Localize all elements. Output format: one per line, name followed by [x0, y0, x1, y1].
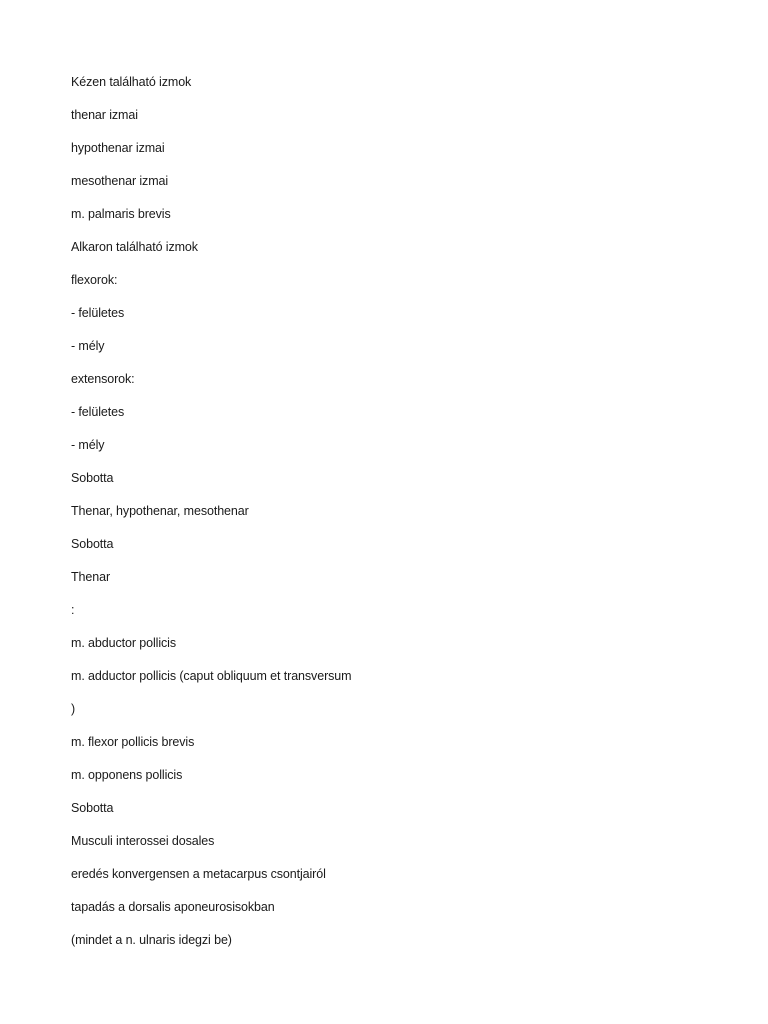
- text-line: Alkaron található izmok: [71, 240, 198, 254]
- text-line: Sobotta: [71, 801, 114, 815]
- text-line: Sobotta: [71, 537, 114, 551]
- text-line: Sobotta: [71, 471, 114, 485]
- text-line: Musculi interossei dosales: [71, 834, 215, 848]
- text-line: - mély: [71, 339, 105, 353]
- text-line: m. abductor pollicis: [71, 636, 176, 650]
- text-line: - felületes: [71, 306, 125, 320]
- text-line: m. adductor pollicis (caput obliquum et transversum: [71, 669, 352, 683]
- text-line: flexorok:: [71, 273, 118, 287]
- text-line: extensorok:: [71, 372, 135, 386]
- text-line: - felületes: [71, 405, 125, 419]
- text-line: m. opponens pollicis: [71, 768, 183, 782]
- text-line: Kézen található izmok: [71, 75, 192, 89]
- text-line: thenar izmai: [71, 108, 138, 122]
- text-line: mesothenar izmai: [71, 174, 169, 188]
- text-line: tapadás a dorsalis aponeurosisokban: [71, 900, 275, 914]
- text-line: hypothenar izmai: [71, 141, 165, 155]
- text-line: eredés konvergensen a metacarpus csontjairól: [71, 867, 326, 881]
- text-line: - mély: [71, 438, 105, 452]
- text-line: Thenar: [71, 570, 111, 584]
- document-text-lines: [71, 73, 351, 964]
- text-line: :: [71, 603, 75, 617]
- text-line: (mindet a n. ulnaris idegzi be): [71, 933, 232, 947]
- text-line: m. flexor pollicis brevis: [71, 735, 195, 749]
- text-line: m. palmaris brevis: [71, 207, 171, 221]
- text-line: ): [71, 702, 76, 716]
- text-line: Thenar, hypothenar, mesothenar: [71, 504, 249, 518]
